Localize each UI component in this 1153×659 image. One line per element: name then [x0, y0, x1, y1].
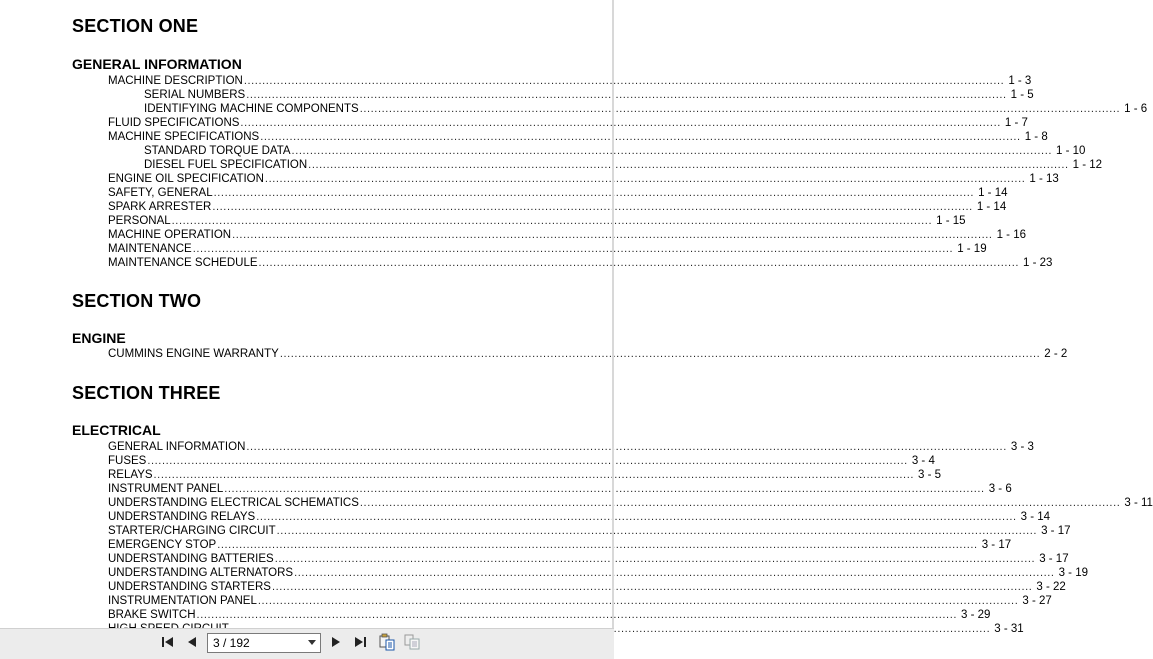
- dot-leader: [240, 116, 1000, 130]
- dot-leader: [193, 242, 953, 256]
- dot-leader: [360, 102, 1120, 116]
- toc-entry[interactable]: [108, 347, 1068, 361]
- toc-entry-page: 1 - 8: [1024, 131, 1048, 143]
- skip-to-first-icon: [161, 635, 175, 654]
- dot-leader: [265, 172, 1025, 186]
- toc-entry-page: 3 - 27: [1022, 595, 1052, 607]
- group-title: ELECTRICAL: [72, 422, 161, 438]
- dot-leader: [259, 256, 1019, 270]
- toc-entry-label: ENGINE OIL SPECIFICATION: [108, 173, 264, 185]
- toc-entry-page: 1 - 14: [978, 187, 1008, 199]
- toc-entry-label: DIESEL FUEL SPECIFICATION: [144, 159, 308, 171]
- section-title: SECTION ONE: [72, 16, 199, 36]
- toc-entry-page: 1 - 7: [1004, 117, 1028, 129]
- toc-entry-label: IDENTIFYING MACHINE COMPONENTS: [144, 103, 359, 115]
- first-page-button[interactable]: [158, 634, 178, 654]
- dot-leader: [275, 552, 1035, 566]
- toc-entry[interactable]: [108, 496, 1153, 510]
- dot-leader: [272, 580, 1032, 594]
- toc-entry-page: 3 - 3: [1010, 441, 1034, 453]
- toc-entry-page: 1 - 3: [1008, 75, 1032, 87]
- section-title: SECTION TWO: [72, 291, 202, 311]
- dot-leader: [197, 608, 957, 622]
- toc-entry-label: MACHINE SPECIFICATIONS: [108, 131, 260, 143]
- toc-entry-label: MACHINE OPERATION: [108, 229, 232, 241]
- toc-entry-label: UNDERSTANDING ALTERNATORS: [108, 567, 294, 579]
- toc-entry[interactable]: [108, 566, 1088, 580]
- toc-entry-label: FLUID SPECIFICATIONS: [108, 117, 240, 129]
- toc-entry[interactable]: [108, 594, 1052, 608]
- toc-entry-page: 3 - 17: [1041, 525, 1071, 537]
- next-page-button[interactable]: [326, 634, 346, 654]
- toc-entry[interactable]: [108, 482, 1012, 496]
- page-edge: [612, 0, 614, 628]
- toc-entry-page: 1 - 6: [1124, 103, 1148, 115]
- toc-entry-page: 3 - 17: [1039, 553, 1069, 565]
- toc-entry[interactable]: [108, 172, 1059, 186]
- toc-entry-label: FUSES: [108, 455, 147, 467]
- skip-to-last-icon: [353, 635, 367, 654]
- toc-entry-page: 3 - 6: [988, 483, 1012, 495]
- toc-entry-label: CUMMINS ENGINE WARRANTY: [108, 348, 279, 360]
- toc-entry-label: SERIAL NUMBERS: [144, 89, 246, 101]
- page-number-input[interactable]: [208, 634, 305, 652]
- dot-leader: [260, 130, 1020, 144]
- dot-leader: [256, 510, 1016, 524]
- toc-entry-label: UNDERSTANDING RELAYS: [108, 511, 256, 523]
- previous-page-icon: [186, 635, 198, 654]
- toc-entry-page: 3 - 4: [911, 455, 935, 467]
- chevron-down-icon[interactable]: [305, 634, 319, 652]
- toc-entry[interactable]: [108, 228, 1027, 242]
- toc-entry-page: 2 - 2: [1044, 348, 1068, 360]
- toc-entry-label: RELAYS: [108, 469, 153, 481]
- toc-entry[interactable]: [108, 242, 987, 256]
- dot-leader: [292, 144, 1052, 158]
- toc-entry-label: UNDERSTANDING BATTERIES: [108, 553, 274, 565]
- toc-entry-label: GENERAL INFORMATION: [108, 441, 246, 453]
- dot-leader: [258, 594, 1018, 608]
- toc-entry-label: SAFETY, GENERAL: [108, 187, 213, 199]
- toc-entry[interactable]: [144, 144, 1086, 158]
- dot-leader: [280, 347, 1040, 361]
- toc-entry-label: INSTRUMENT PANEL: [108, 483, 224, 495]
- toc-entry-label: MAINTENANCE: [108, 243, 192, 255]
- toc-entry-page: 1 - 23: [1023, 257, 1053, 269]
- toc-entry-label: SPARK ARRESTER: [108, 201, 212, 213]
- toc-entry-label: STARTER/CHARGING CIRCUIT: [108, 525, 276, 537]
- toc-entry[interactable]: [108, 256, 1053, 270]
- toc-entry-label: BRAKE SWITCH: [108, 609, 196, 621]
- toc-entry-label: UNDERSTANDING STARTERS: [108, 581, 271, 593]
- toc-entry-page: 3 - 14: [1020, 511, 1051, 523]
- dot-leader: [294, 566, 1054, 580]
- group-title: ENGINE: [72, 330, 126, 346]
- toc-entry[interactable]: [108, 510, 1051, 524]
- toc-entry[interactable]: [144, 102, 1148, 116]
- dot-leader: [246, 88, 1006, 102]
- toc-entry-page: 1 - 5: [1010, 89, 1034, 101]
- dot-leader: [360, 496, 1120, 510]
- copy-button[interactable]: [377, 634, 397, 654]
- toc-entry[interactable]: [144, 88, 1034, 102]
- dot-leader: [308, 158, 1068, 172]
- dot-leader: [224, 482, 984, 496]
- last-page-button[interactable]: [350, 634, 370, 654]
- toc-entry-page: 3 - 11: [1124, 497, 1153, 509]
- dot-leader: [147, 454, 907, 468]
- toc-entry-page: 3 - 5: [918, 469, 942, 481]
- toc-entry-label: EMERGENCY STOP: [108, 539, 217, 551]
- copy-to-clipboard-icon: [378, 633, 396, 656]
- toc-entry-page: 1 - 10: [1056, 145, 1086, 157]
- toc-entry-label: UNDERSTANDING ELECTRICAL SCHEMATICS: [108, 497, 359, 509]
- toc-entry[interactable]: [144, 158, 1103, 172]
- toc-entry-page: 1 - 16: [996, 229, 1027, 241]
- toc-entry-page: 1 - 14: [976, 201, 1007, 213]
- dot-leader: [277, 524, 1037, 538]
- toc-entry[interactable]: [108, 538, 1012, 552]
- page-thumbnails-icon: [403, 633, 421, 656]
- toc-entry-page: 3 - 19: [1058, 567, 1088, 579]
- next-page-icon: [330, 635, 342, 654]
- page-number-box[interactable]: [207, 633, 321, 653]
- toc-entry[interactable]: [108, 552, 1069, 566]
- toc-entry-page: 3 - 31: [994, 623, 1024, 635]
- dot-leader: [172, 214, 932, 228]
- dot-leader: [212, 200, 972, 214]
- toc-entry-page: 1 - 15: [936, 215, 966, 227]
- previous-page-button[interactable]: [182, 634, 202, 654]
- toc-entry[interactable]: [108, 186, 1008, 200]
- toc-entry[interactable]: [108, 214, 966, 228]
- toc-entry[interactable]: [108, 454, 935, 468]
- toc-entry-label: STANDARD TORQUE DATA: [144, 145, 291, 157]
- toc-entry-label: MAINTENANCE SCHEDULE: [108, 257, 258, 269]
- dot-leader: [214, 186, 974, 200]
- dot-leader: [154, 468, 914, 482]
- toc-entry-page: 3 - 17: [981, 539, 1012, 551]
- toc-entry[interactable]: [108, 200, 1007, 214]
- toc-entry-label: MACHINE DESCRIPTION: [108, 75, 243, 87]
- toc-entry-page: 1 - 19: [957, 243, 987, 255]
- toc-entry[interactable]: [108, 74, 1032, 88]
- thumbnails-button[interactable]: [402, 634, 422, 654]
- toc-entry[interactable]: [108, 608, 991, 622]
- dot-leader: [217, 538, 977, 552]
- toc-entry-page: 1 - 13: [1029, 173, 1059, 185]
- toc-entry-label: PERSONAL: [108, 215, 171, 227]
- toc-entry[interactable]: [108, 524, 1071, 538]
- toc-entry[interactable]: [108, 440, 1034, 454]
- toc-entry[interactable]: [108, 116, 1028, 130]
- toc-entry-page: 3 - 29: [961, 609, 991, 621]
- toc-entry-page: 3 - 22: [1036, 581, 1066, 593]
- dot-leader: [244, 74, 1004, 88]
- viewer-toolbar: [0, 628, 614, 659]
- toc-entry[interactable]: [108, 130, 1048, 144]
- toc-entry[interactable]: [108, 580, 1066, 594]
- section-title: SECTION THREE: [72, 383, 221, 403]
- group-title: GENERAL INFORMATION: [72, 56, 242, 72]
- dot-leader: [246, 440, 1006, 454]
- toc-entry-label: INSTRUMENTATION PANEL: [108, 595, 257, 607]
- toc-entry[interactable]: [108, 468, 942, 482]
- toc-entry-page: 1 - 12: [1072, 159, 1103, 171]
